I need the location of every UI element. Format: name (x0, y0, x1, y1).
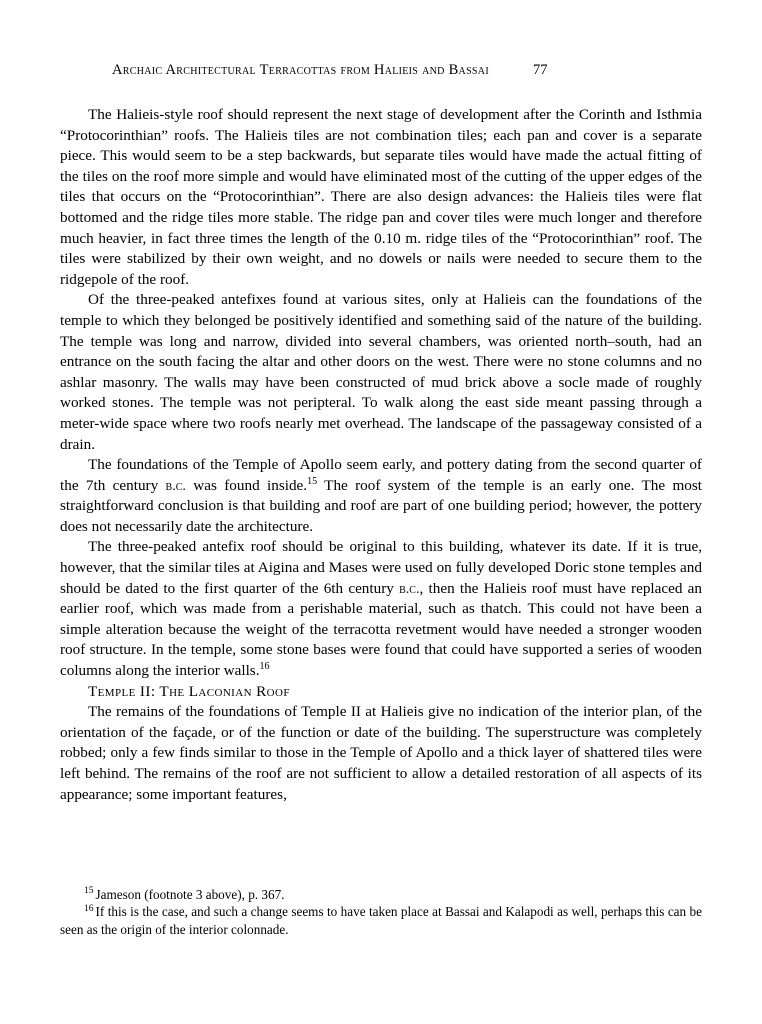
footnote-item (60, 903, 702, 938)
page-number: 77 (532, 62, 548, 78)
paragraph-3-middle: was found inside. (185, 476, 308, 494)
paragraph-2: Of the three-peaked antefixes found at various sites, only at Halieis can the foundations of the temple to which they belonged be positively identified and something said of the nature of the building. The temple was long and narrow, divided into several chambers, was oriented north–south, had an entrance on the south facing the altar and other doors on the west. There were no stone columns and no ashlar masonry. The walls may have been constructed of mud brick above a socle made of roughly worked stones. The temple was not peripteral. To walk along the east side meant passing through a meter-wide space where two roofs nearly met overhead. The landscape of the passageway consisted of a drain. (60, 291, 702, 453)
paragraph-4-before: The three-peaked antefix roof should be original to this building, whatever its date. If it is true, however, that the similar tiles at Aigina and Mases were used on fully developed Doric stone temples and should be dated to the first quarter of the 6th century (60, 538, 702, 597)
era-label: b.c. (399, 580, 420, 597)
paragraph-1: The Halieis-style roof should represent the next stage of development after the Corinth and Isthmia “Protocorinthian” roofs. The Halieis tiles are not combination tiles; each pan and cover is a separate piece. This would seem to be a step backwards, but separate tiles would have made the actual fitting of the tiles on the roof more simple and would have eliminated most of the cutting of the upper edges of the tiles that occurs on the “Protocorinthian”. There are also design advances: the Halieis tiles were flat bottomed and the ridge tiles more stable. The ridge pan and cover tiles were much longer and therefore much heavier, in fact three times the length of the 0.10 m. ridge tiles of the “Protocorinthian” roof. The tiles were stabilized by their own weight, and no dowels or nails were needed to secure them to the ridgepole of the roof. (60, 106, 702, 288)
era-label: b.c. (165, 477, 186, 494)
paragraph-4-middle: , then the Halieis roof must have replaced an earlier roof, which was made from a perishable material, such as thatch. This could not have been a simple alteration because the weight of the terracotta revetment would have needed a stronger wooden roof structure. In the temple, some stone bases were found that could have supported a series of wooden columns along the interior walls. (60, 579, 703, 680)
section-heading: Temple II: The Laconian Roof (88, 682, 290, 700)
paragraph-5: The remains of the foundations of Temple II at Halieis give no indication of the interior plan, of the orientation of the façade, or of the function or date of the building. The superstructure was completely robbed; only a few finds similar to those in the Temple of Apollo and a thick layer of shattered tiles were left behind. The remains of the roof are not sufficient to allow a detailed restoration of all aspects of its appearance; some important features, (60, 703, 702, 803)
running-head (112, 62, 702, 79)
paragraph-4 (60, 537, 702, 681)
footnote-number: 16 (84, 903, 94, 914)
running-title: Archaic Architectural Terracottas from Halieis and Bassai (112, 62, 489, 78)
footnote-ref-15[interactable]: 15 (307, 475, 318, 487)
paragraph-3 (60, 455, 702, 537)
paragraph-3-before: The foundations of the Temple of Apollo seem early, and pottery dating from the second quarter of the 7th century (60, 456, 702, 494)
footnote-text: Jameson (footnote 3 above), p. 367. (95, 886, 285, 902)
body-text (60, 105, 702, 805)
footnote-text: If this is the case, and such a change seems to have taken place at Bassai and Kalapodi as well, perhaps this can be seen as the origin of the interior colonnade. (60, 904, 702, 937)
footnote-item (60, 886, 702, 903)
footnote-ref-16[interactable]: 16 (259, 660, 270, 672)
footnote-number: 15 (84, 886, 94, 897)
footnotes (60, 876, 702, 938)
paragraph-3-after: The roof system of the temple is an early one. The most straightforward conclusion is that building and roof are part of one building period; however, the pottery does not necessarily date the architecture. (60, 476, 702, 535)
